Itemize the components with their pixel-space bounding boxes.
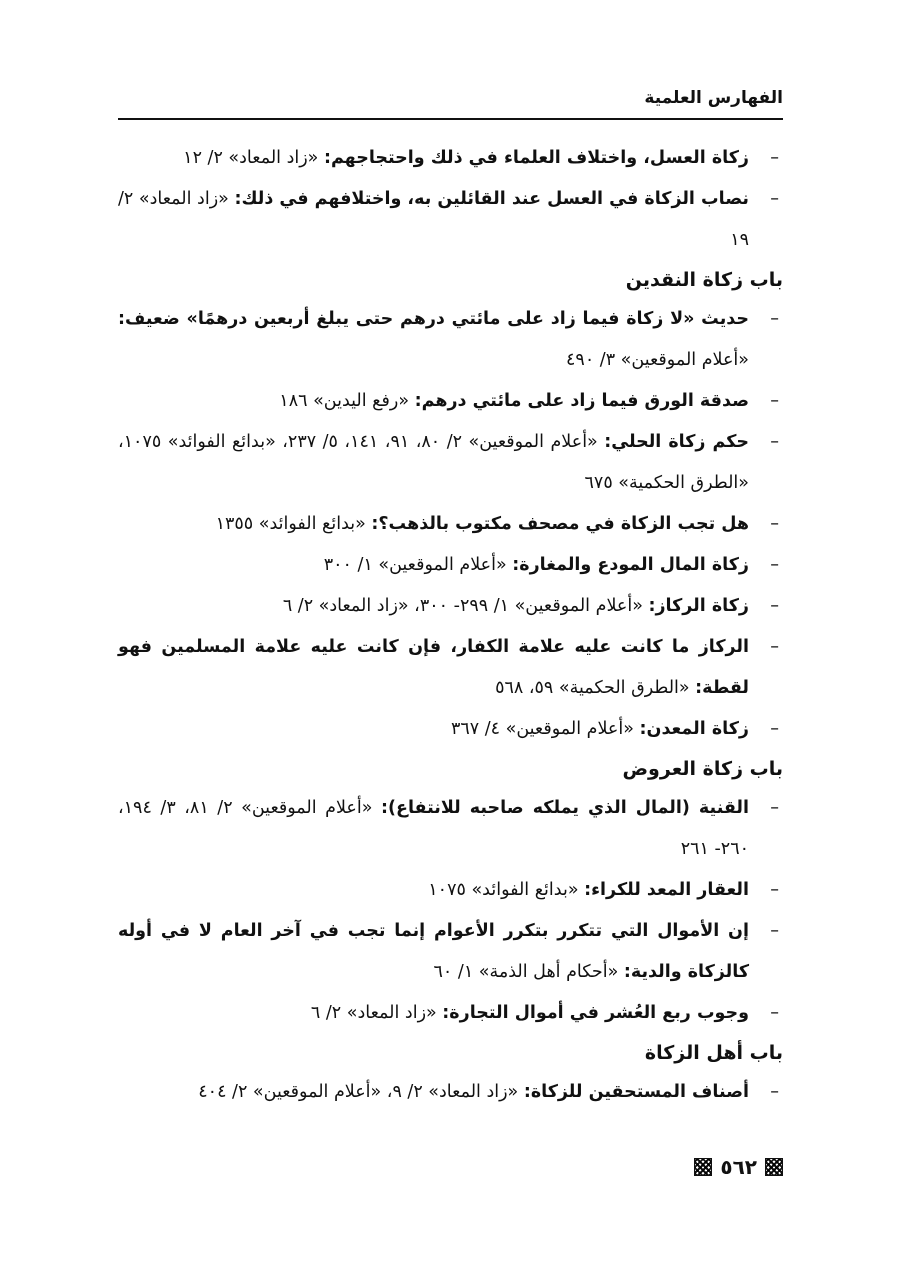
index-entry — [118, 545, 783, 586]
entry-topic: هل تجب الزكاة في مصحف مكتوب بالذهب؟: — [371, 514, 749, 534]
entry-references: «زاد المعاد» ٢/ ٦ — [310, 1003, 443, 1023]
ornament-icon-right — [765, 1158, 783, 1176]
entry-topic: نصاب الزكاة في العسل عند القائلين به، واختلافهم في ذلك: — [234, 189, 750, 209]
entry-dash: – — [770, 555, 779, 575]
page-number: ٥٦٢ — [720, 1155, 757, 1179]
entry-dash: – — [770, 719, 779, 739]
entry-references: «أعلام الموقعين» ١/ ٢٩٩- ٣٠٠، «زاد المعاد» ٢/ ٦ — [282, 596, 649, 616]
index-entry — [118, 586, 783, 627]
entry-references: «أعلام الموقعين» ٤/ ٣٦٧ — [450, 719, 640, 739]
entry-references: «أعلام الموقعين» ١/ ٣٠٠ — [323, 555, 513, 575]
entry-references: «أعلام الموقعين» ٣/ ٤٩٠ — [566, 350, 749, 370]
entry-dash: – — [770, 1003, 779, 1023]
entry-dash: – — [770, 189, 779, 209]
entry-dash: – — [770, 880, 779, 900]
header-rule — [118, 118, 783, 120]
entry-dash: – — [770, 921, 779, 941]
entry-dash: – — [770, 1082, 779, 1102]
index-entry — [118, 504, 783, 545]
entry-references: «أعلام الموقعين» ٢/ ٨١، ٣/ ١٩٤، ٢٦٠- ٢٦١ — [118, 798, 749, 859]
index-entry — [118, 299, 783, 381]
entry-topic: وجوب ربع العُشر في أموال التجارة: — [442, 1003, 749, 1023]
entry-topic: صدقة الورق فيما زاد على مائتي درهم: — [414, 391, 749, 411]
entry-references: «رفع اليدين» ١٨٦ — [279, 391, 415, 411]
entry-dash: – — [770, 391, 779, 411]
entry-dash: – — [770, 514, 779, 534]
entry-dash: – — [770, 309, 779, 329]
entry-topic: زكاة المال المودع والمغارة: — [512, 555, 749, 575]
index-entry — [118, 870, 783, 911]
index-entry — [118, 788, 783, 870]
index-entry — [118, 422, 783, 504]
index-entry — [118, 179, 783, 261]
index-content — [118, 138, 783, 1113]
page-footer — [694, 1152, 783, 1182]
entry-references: «بدائع الفوائد» ١٣٥٥ — [215, 514, 372, 534]
entry-references: «زاد المعاد» ٢/ ١٩ — [118, 189, 749, 250]
entry-references: «أعلام الموقعين» ٢/ ٨٠، ٩١، ١٤١، ٥/ ٢٣٧، «بدائع الفوائد» ١٠٧٥، «الطرق الحكمية» ٦٧٥ — [118, 432, 749, 493]
index-entry — [118, 709, 783, 750]
ornament-icon-left — [694, 1158, 712, 1176]
index-entry — [118, 138, 783, 179]
entry-topic: الركاز ما كانت عليه علامة الكفار، فإن كانت عليه علامة المسلمين فهو لقطة: — [118, 637, 749, 698]
index-entry — [118, 911, 783, 993]
entry-topic: زكاة الركاز: — [648, 596, 749, 616]
running-header — [118, 88, 783, 112]
index-entry — [118, 993, 783, 1034]
entry-topic: زكاة المعدن: — [639, 719, 749, 739]
entry-dash: – — [770, 432, 779, 452]
entry-references: «بدائع الفوائد» ١٠٧٥ — [428, 880, 585, 900]
entry-dash: – — [770, 637, 779, 657]
entry-references: «زاد المعاد» ٢/ ١٢ — [183, 148, 324, 168]
index-entry — [118, 1072, 783, 1113]
entry-references: «أحكام أهل الذمة» ١/ ٦٠ — [433, 962, 624, 982]
section-heading: باب أهل الزكاة — [644, 1042, 783, 1064]
entry-topic: أصناف المستحقين للزكاة: — [523, 1082, 749, 1102]
entry-topic: القنية (المال الذي يملكه صاحبه للانتفاع): — [381, 798, 749, 818]
entry-topic: العقار المعد للكراء: — [584, 880, 749, 900]
entry-dash: – — [770, 148, 779, 168]
entry-dash: – — [770, 596, 779, 616]
header-title: الفهارس العلمية — [644, 88, 783, 108]
entry-references: «زاد المعاد» ٢/ ٩، «أعلام الموقعين» ٢/ ٤٠٤ — [198, 1082, 524, 1102]
entry-topic: إن الأموال التي تتكرر بتكرر الأعوام إنما تجب في آخر العام لا في أوله كالزكاة والدية: — [118, 921, 749, 982]
section-heading: باب زكاة النقدين — [625, 269, 783, 291]
entry-topic: زكاة العسل، واختلاف العلماء في ذلك واحتجاجهم: — [323, 148, 749, 168]
index-entry — [118, 627, 783, 709]
document-page — [118, 0, 783, 1272]
entry-references: «الطرق الحكمية» ٥٩، ٥٦٨ — [495, 678, 696, 698]
entry-topic: حديث «لا زكاة فيما زاد على مائتي درهم حتى يبلغ أربعين درهمًا» ضعيف: — [118, 309, 749, 329]
entry-topic: حكم زكاة الحلي: — [604, 432, 750, 452]
section-heading: باب زكاة العروض — [622, 758, 783, 780]
index-entry — [118, 381, 783, 422]
entry-dash: – — [770, 798, 779, 818]
